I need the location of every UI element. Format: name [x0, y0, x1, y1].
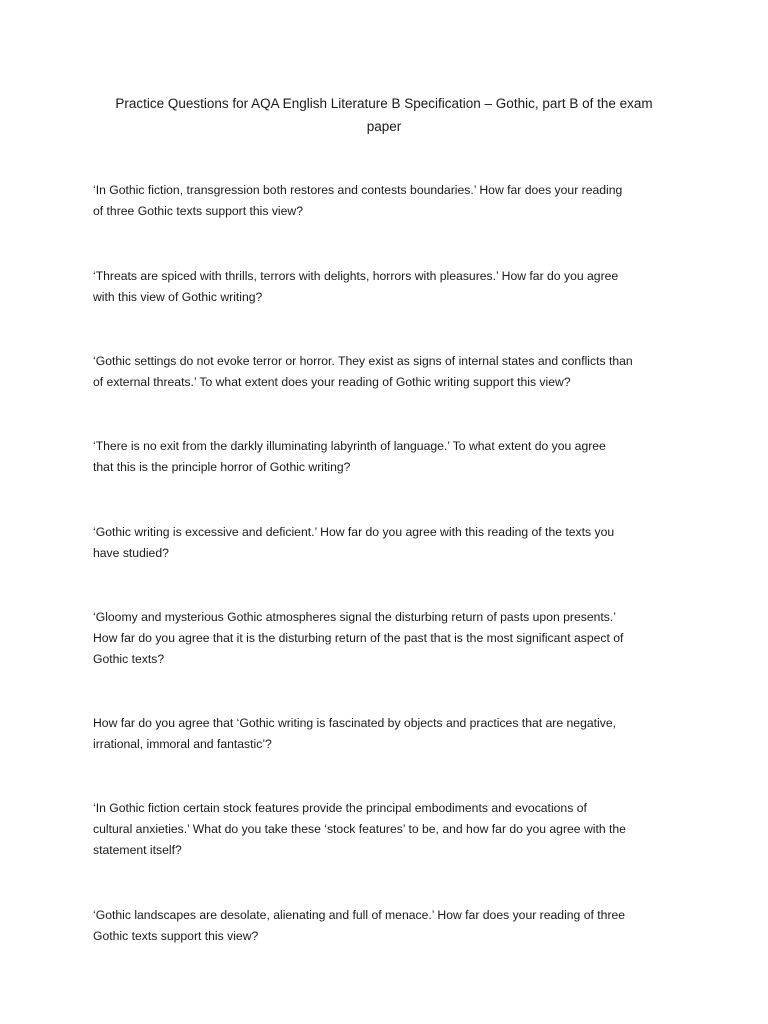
question-7: How far do you agree that ‘Gothic writing is fascinated by objects and practices that are negative, irrational, immoral and fantastic’? [93, 716, 616, 751]
question-9: ‘Gothic landscapes are desolate, alienating and full of menace.’ How far does your reading of three Gothic texts support this view? [93, 908, 626, 943]
title-line-2: paper [366, 119, 402, 134]
question-5: ‘Gothic writing is excessive and deficient.’ How far do you agree with this reading of the texts you have studied? [93, 525, 615, 560]
document-title [80, 92, 688, 138]
title-line-1: Practice Questions for AQA English Literature B Specification – Gothic, part B of the exam [115, 96, 653, 111]
question-3: ‘Gothic settings do not evoke terror or horror. They exist as signs of internal states and conflicts than of external threats.’ To what extent does your reading of Gothic writing support this view? [93, 354, 633, 389]
question-1: ‘In Gothic fiction, transgression both restores and contests boundaries.’ How far does your reading of three Gothic texts support this view? [93, 183, 623, 218]
question-8: ‘In Gothic fiction certain stock features provide the principal embodiments and evocations of cultural anxieties.’ What do you take these ‘stock features’ to be, and how far do you agree with the statement itself? [93, 801, 626, 857]
question-2: ‘Threats are spiced with thrills, terrors with delights, horrors with pleasures.’ How far do you agree with this view of Gothic writing? [93, 269, 619, 304]
question-4: ‘There is no exit from the darkly illuminating labyrinth of language.’ To what extent do you agree that this is the principle horror of Gothic writing? [93, 439, 606, 474]
question-6: ‘Gloomy and mysterious Gothic atmospheres signal the disturbing return of pasts upon presents.’ How far do you agree that it is the disturbing return of the past that is the most significant aspect of Gothic texts? [93, 610, 624, 666]
